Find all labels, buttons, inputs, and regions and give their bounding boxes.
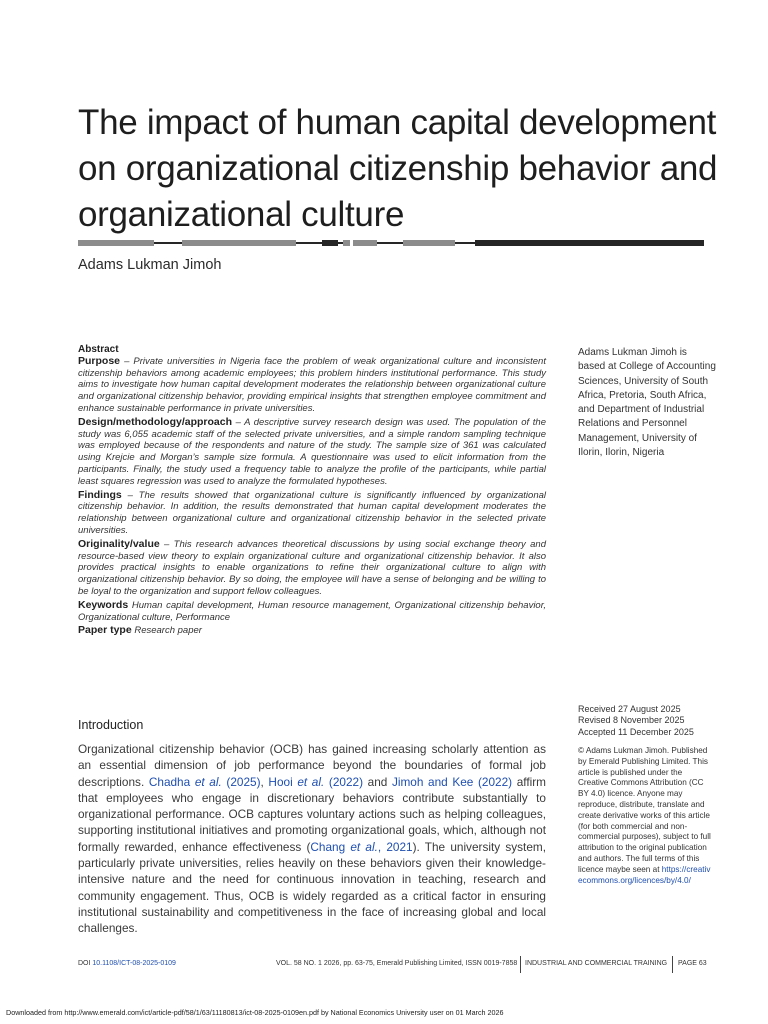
page-number: PAGE 63 <box>678 960 707 967</box>
doi-link[interactable]: 10.1108/ICT-08-2025-0109 <box>92 960 176 967</box>
findings-label: Findings <box>78 488 122 501</box>
author-affiliation: Adams Lukman Jimoh is based at College of Accounting Sciences, University of South Africa, Pretoria, South Africa, and Department of Industrial Relations and Personnel Management, University of Ilorin, Ilorin, Nigeria <box>578 347 716 459</box>
purpose-label: Purpose <box>78 354 121 367</box>
title-line: on organizational citizenship behavior and <box>78 149 718 188</box>
abstract-purpose <box>78 356 546 415</box>
doi: DOI 10.1108/ICT-08-2025-0109 <box>78 960 176 967</box>
title-line: organizational culture <box>78 195 405 234</box>
abstract-originality <box>78 539 546 598</box>
abstract-heading: Abstract <box>78 344 119 355</box>
findings-text: – The results showed that organizational culture is significantly influenced by organizational citizenship behavior. In addition, the results demonstrated that human capital development moderates the relationship between organizational culture and organizational citizenship behavior in the selected private universities. <box>78 489 546 536</box>
article-dates <box>578 704 716 738</box>
received-date: Received 27 August 2025 <box>578 704 681 714</box>
citation-link[interactable]: Hooi et al. (2022) <box>268 774 363 789</box>
introduction-heading: Introduction <box>78 718 144 732</box>
revised-date: Revised 8 November 2025 <box>578 715 685 726</box>
design-label: Design/methodology/approach <box>78 415 233 428</box>
paper-type-label: Paper type <box>78 624 132 637</box>
design-text: – A descriptive survey research design was used. The population of the study was 6,055 academic staff of the selected private universities, and a simple random sampling technique was employed because of the respondents and nature of the study. The sample size of 361 was calculated using Krejcie and Morgan’s sample size formula. A questionnaire was used to elicit information from the participants. Finally, the study used a frequency table to analyze the profile of the participants, while partial least squares regression was used to analyze the formulated hypotheses. <box>78 416 546 487</box>
keywords-text: Human capital development, Human resource management, Organizational citizenship behavior, Organizational culture, Performance <box>78 599 546 623</box>
abstract-keywords <box>78 600 546 624</box>
abstract-paper-type <box>78 625 546 637</box>
citation-link[interactable]: Chang et al., 2021 <box>310 839 413 854</box>
citation-link[interactable]: Jimoh and Kee (2022) <box>391 774 513 789</box>
originality-text: – This research advances theoretical discussions by using social exchange theory and resource-based view theory to explain organizational culture and organizational citizenship behavior. It also provides practical insights to enable organizations to refine their organizational culture to align with organizational citizenship behavior. By so doing, the employee will have a sense of belonging and be willing to be loyal to the organization and support fellow colleagues. <box>78 538 546 597</box>
paper-type-text: Research paper <box>131 625 202 637</box>
intro-text: , <box>260 774 269 789</box>
keywords-label: Keywords <box>78 598 129 611</box>
license-link[interactable]: https://creativecommons.org/licences/by/4.0/ <box>578 864 711 885</box>
abstract-design <box>78 417 546 488</box>
originality-label: Originality/value <box>78 537 160 550</box>
citation-link[interactable]: Chadha et al. (2025) <box>148 774 261 789</box>
accepted-date: Accepted 11 December 2025 <box>578 726 694 737</box>
journal-name: INDUSTRIAL AND COMMERCIAL TRAINING <box>525 960 668 967</box>
footer-divider <box>520 956 521 973</box>
author-name: Adams Lukman Jimoh <box>78 257 222 273</box>
abstract-findings <box>78 490 546 537</box>
intro-text: Organizational citizenship behavior (OCB) has gained increasing scholarly attention as an essential dimension of job performance beyond the boundaries of formal job descriptions. <box>78 742 546 789</box>
license-text: © Adams Lukman Jimoh. Published by Emerald Publishing Limited. This article is published under the Creative Commons Attribution (CC BY 4.0) licence. Anyone may reproduce, distribute, translate and create derivative works of this article (for both commercial and non-commercial purposes), subject to full attribution to the original publication and authors. The full terms of this licence maybe seen at <box>578 746 711 874</box>
intro-text: ). The university system, particularly private universities, relies heavily on these behaviors given their knowledge-intensive nature and the need for continuous innovation in teaching, research and community engagement. Thus, OCB is widely regarded as a critical factor in ensuring institutional sustainability and competitiveness in the face of increasing global and local challenges. <box>78 839 546 936</box>
volume-info: VOL. 58 NO. 1 2026, pp. 63-75, Emerald Publishing Limited, ISSN 0019-7858 <box>276 960 518 967</box>
intro-text: and <box>363 774 392 789</box>
title-line: The impact of human capital development <box>78 103 717 142</box>
download-notice: Downloaded from http://www.emerald.com/ict/article-pdf/58/1/63/11180813/ict-08-2025-0109en.pdf by National Economics University user on 01 March 2026 <box>6 1008 504 1017</box>
page-footer <box>0 956 768 976</box>
license-notice <box>578 746 712 886</box>
purpose-text: – Private universities in Nigeria face the problem of weak organizational culture and inconsistent citizenship behaviors among academic employees; this problem hinders institutional performance. This study aims to investigate how human capital development moderates the relationship between organizational culture and organizational citizenship behavior, providing empirical insights that strengthen employee commitment and enhance sustainable performance in private universities. <box>78 355 546 414</box>
introduction-paragraph <box>78 741 546 937</box>
article-title <box>78 100 718 238</box>
abstract-section <box>78 344 546 639</box>
footer-divider <box>672 956 673 973</box>
intro-text: affirm that employees who engage in discretionary behaviors contribute substantially to organizational performance. OCB captures voluntary actions such as helping colleagues, supporting institutional initiatives and promoting organizational goals, which, although not formally rewarded, enhance effectiveness ( <box>78 774 547 854</box>
